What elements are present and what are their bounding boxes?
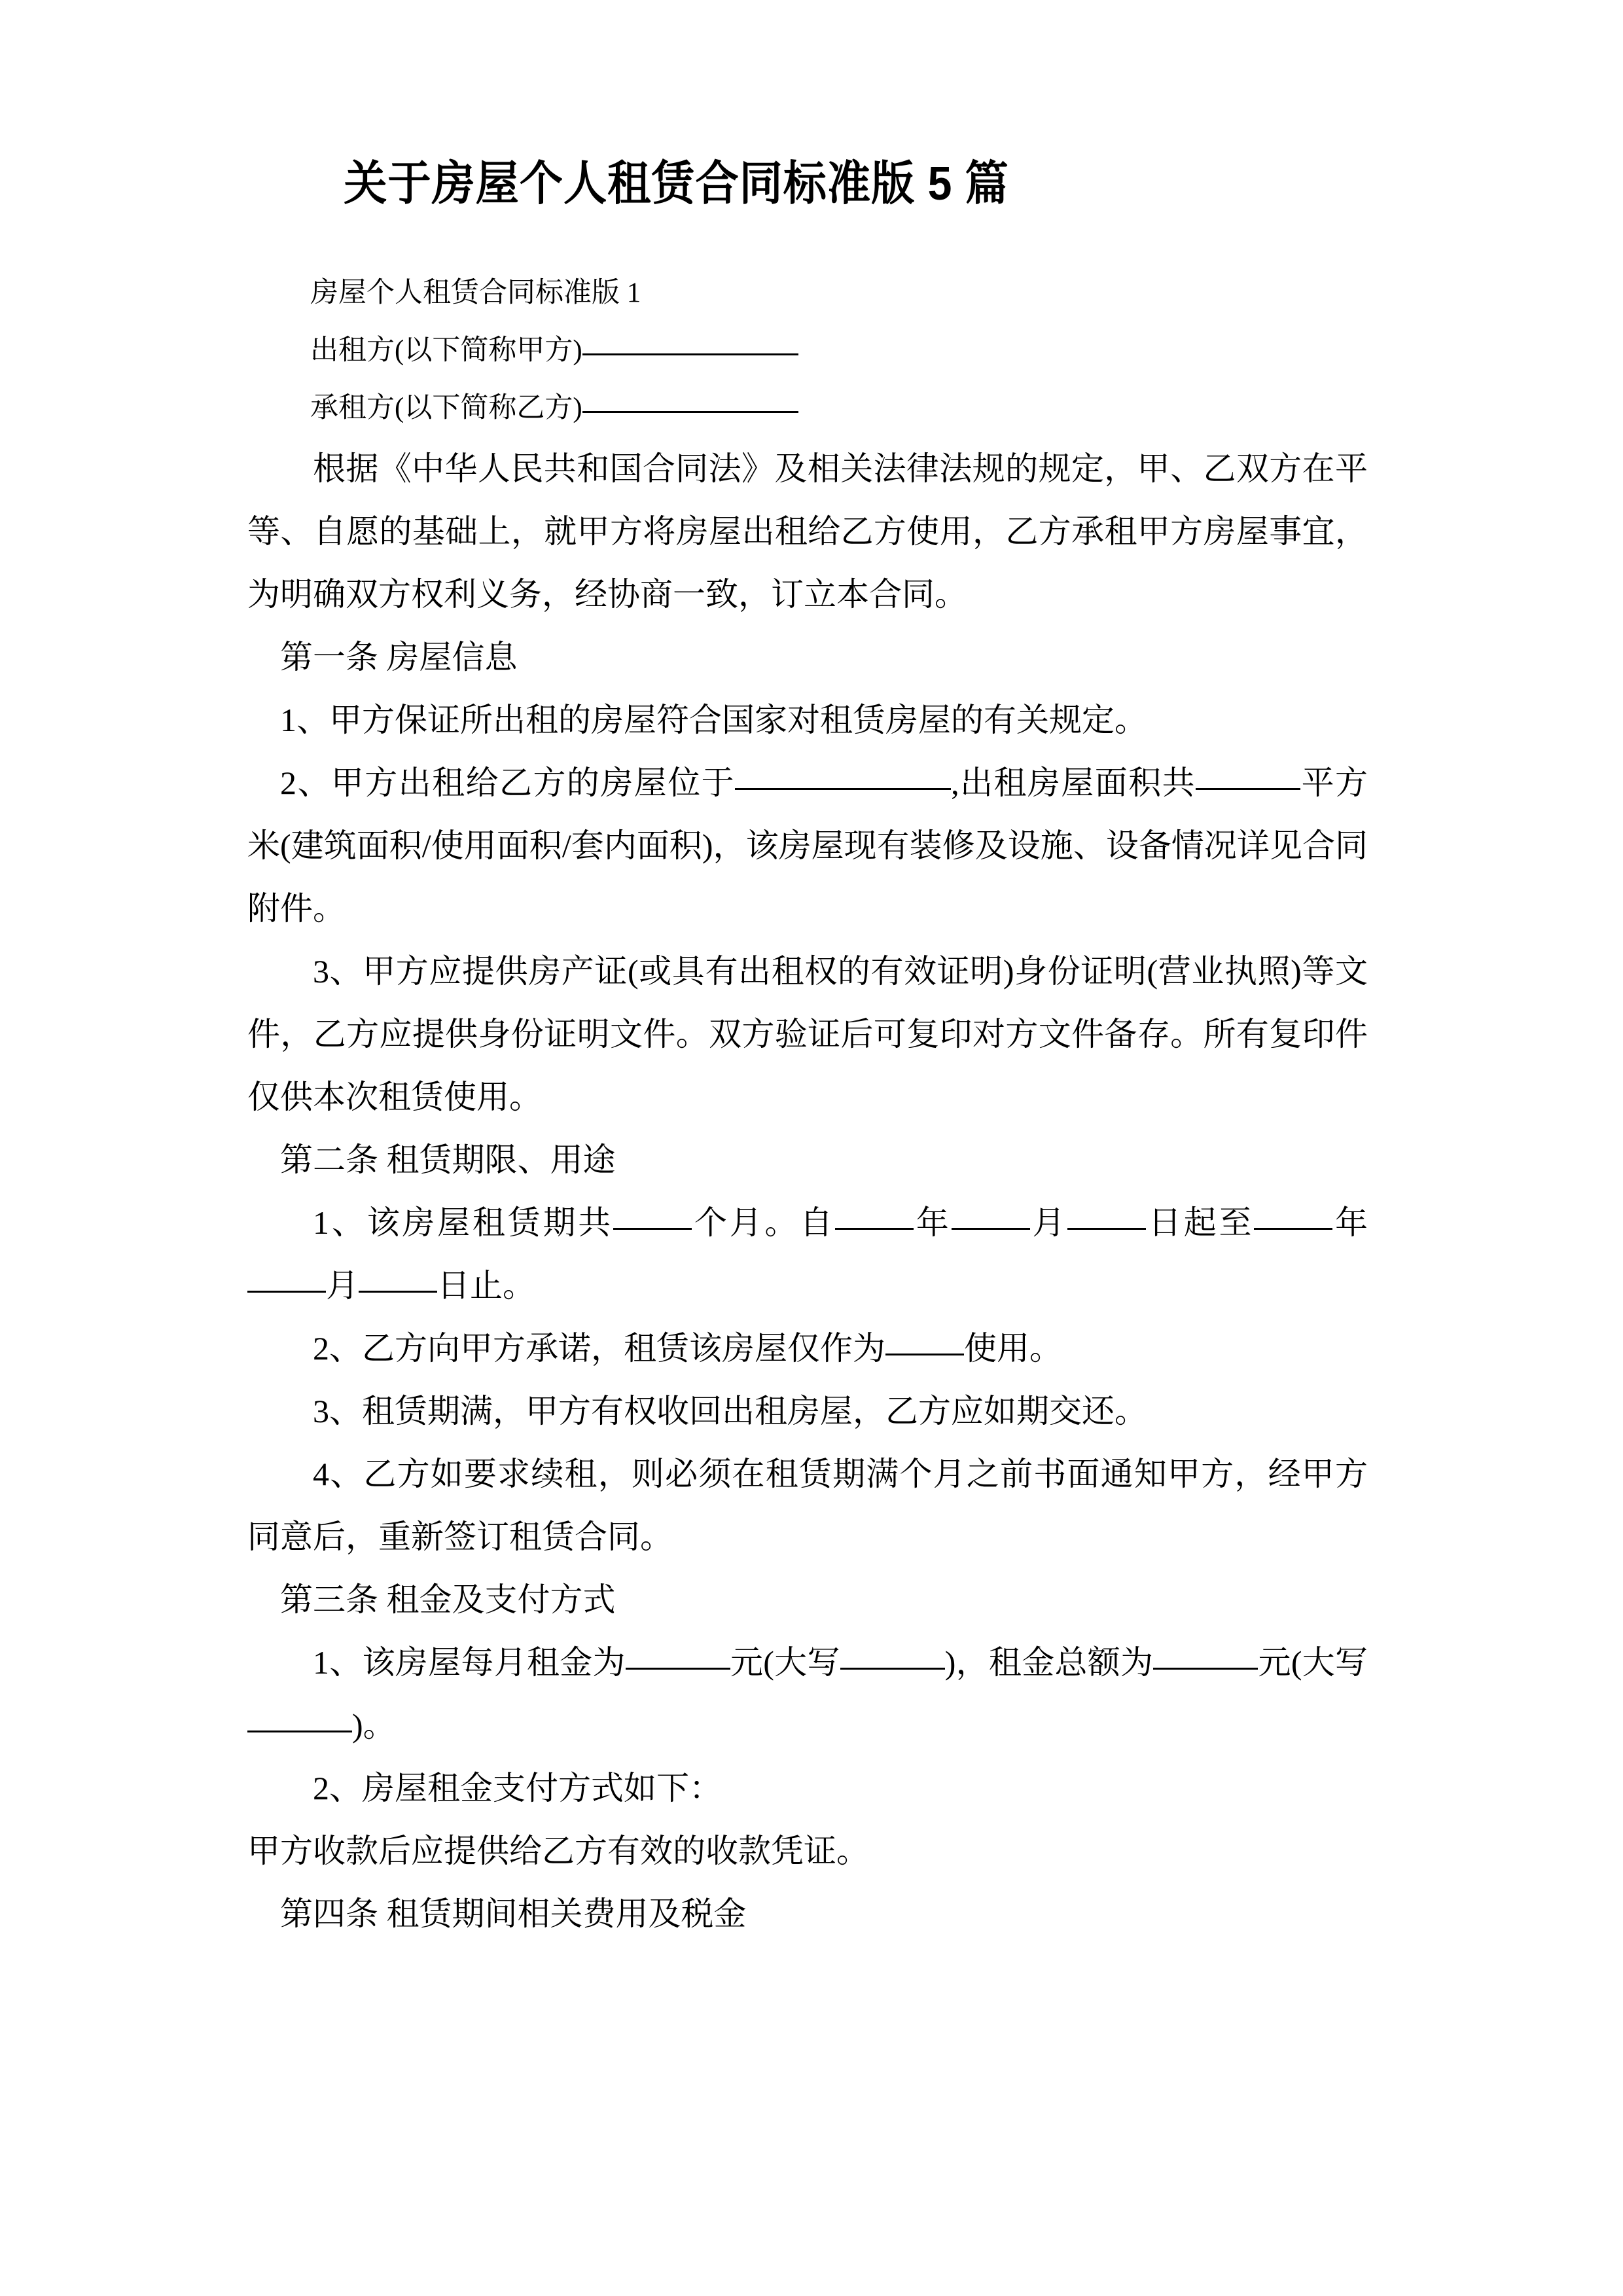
section-2-item-4: 4、乙方如要求续租，则必须在租赁期满个月之前书面通知甲方，经甲方同意后，重新签订租赁合同。	[247, 1456, 1368, 1555]
end-year-blank[interactable]	[1254, 1206, 1332, 1230]
section-2-item-1-part-5: 日起至	[1146, 1204, 1255, 1241]
lessor-label: 出租方(以下简称甲方)	[310, 335, 582, 366]
lessee-blank[interactable]	[582, 389, 798, 413]
document-subtitle: 房屋个人租赁合同标准版 1	[310, 278, 641, 308]
section-3-item-1-part-3: )，租金总额为	[944, 1644, 1154, 1681]
property-area-blank[interactable]	[1196, 766, 1300, 790]
section-1-item-3: 3、甲方应提供房产证(或具有出租权的有效证明)身份证明(营业执照)等文件，乙方应提供身份证明文件。双方验证后可复印对方文件备存。所有复印件仅供本次租赁使用。	[247, 953, 1368, 1115]
section-2-item-1-part-3: 年	[913, 1204, 952, 1241]
lessor-blank[interactable]	[582, 331, 798, 355]
lessee-label: 承租方(以下简称乙方)	[310, 393, 582, 423]
total-rent-blank[interactable]	[1153, 1645, 1258, 1670]
section-2-item-1-part-4: 月	[1029, 1204, 1068, 1241]
section-1-item-2-part-1: 2、甲方出租给乙方的房屋位于	[280, 764, 736, 801]
section-1-item-1: 1、甲方保证所出租的房屋符合国家对租赁房屋的有关规定。	[280, 702, 1147, 738]
lessor-line	[247, 322, 1368, 380]
section-3-item-1-part-1: 1、该房屋每月租金为	[313, 1644, 626, 1681]
section-2-item-1-part-2: 个月。自	[692, 1204, 835, 1241]
section-heading-1: 第一条 房屋信息	[280, 639, 518, 675]
section-1-item-2	[247, 751, 1368, 940]
property-location-blank[interactable]	[735, 766, 951, 790]
section-3-item-3: 甲方收款后应提供给乙方有效的收款凭证。	[247, 1833, 869, 1869]
section-2-item-3: 3、租赁期满，甲方有权收回出租房屋，乙方应如期交还。	[313, 1393, 1147, 1429]
section-1-item-2-part-2: ,出租房屋面积共	[951, 764, 1196, 801]
section-2-item-1-part-8: 日止。	[437, 1267, 535, 1304]
section-2-item-1-part-1: 1、该房屋租赁期共	[313, 1204, 614, 1241]
end-day-blank[interactable]	[359, 1268, 437, 1293]
end-month-blank[interactable]	[247, 1268, 326, 1293]
page-title: 关于房屋个人租赁合同标准版 5 篇	[344, 158, 1009, 210]
preamble-paragraph: 根据《中华人民共和国合同法》及相关法律法规的规定，甲、乙双方在平等、自愿的基础上，就甲方将房屋出租给乙方使用，乙方承租甲方房屋事宜，为明确双方权利义务，经协商一致，订立本合同。	[247, 450, 1368, 613]
start-year-blank[interactable]	[835, 1206, 914, 1230]
section-heading-3: 第三条 租金及支付方式	[280, 1581, 616, 1618]
total-rent-words-blank[interactable]	[247, 1708, 352, 1732]
section-3-item-1-part-5: )。	[352, 1707, 396, 1744]
section-3-item-1-part-4: 元(大写	[1258, 1644, 1368, 1681]
section-3-item-2: 2、房屋租金支付方式如下：	[313, 1770, 722, 1806]
section-2-item-1-part-7: 月	[326, 1267, 359, 1304]
section-heading-4: 第四条 租赁期间相关费用及税金	[280, 1895, 747, 1932]
start-month-blank[interactable]	[952, 1206, 1030, 1230]
section-1-item-2-part-3: 平方米(建筑面积/使用面积/套内面积)，该房屋现有装修及设施、设备情况详见合同附件。	[247, 764, 1368, 927]
lessee-line	[247, 380, 1368, 437]
monthly-rent-words-blank[interactable]	[840, 1645, 945, 1670]
lease-purpose-blank[interactable]	[885, 1331, 964, 1355]
start-day-blank[interactable]	[1067, 1206, 1146, 1230]
section-2-item-1-part-6: 年	[1332, 1204, 1368, 1241]
section-3-item-1	[247, 1631, 1368, 1757]
section-2-item-1	[247, 1191, 1368, 1317]
section-3-item-1-part-2: 元(大写	[730, 1644, 840, 1681]
document-body	[247, 264, 1368, 1945]
section-heading-2: 第二条 租赁期限、用途	[280, 1141, 616, 1178]
monthly-rent-blank[interactable]	[626, 1645, 730, 1670]
lease-months-blank[interactable]	[613, 1206, 692, 1230]
document-content	[247, 0, 1368, 1945]
section-2-item-2	[247, 1317, 1368, 1380]
section-2-item-2-part-2: 使用。	[964, 1330, 1062, 1367]
section-2-item-2-part-1: 2、乙方向甲方承诺，租赁该房屋仅作为	[313, 1330, 885, 1367]
